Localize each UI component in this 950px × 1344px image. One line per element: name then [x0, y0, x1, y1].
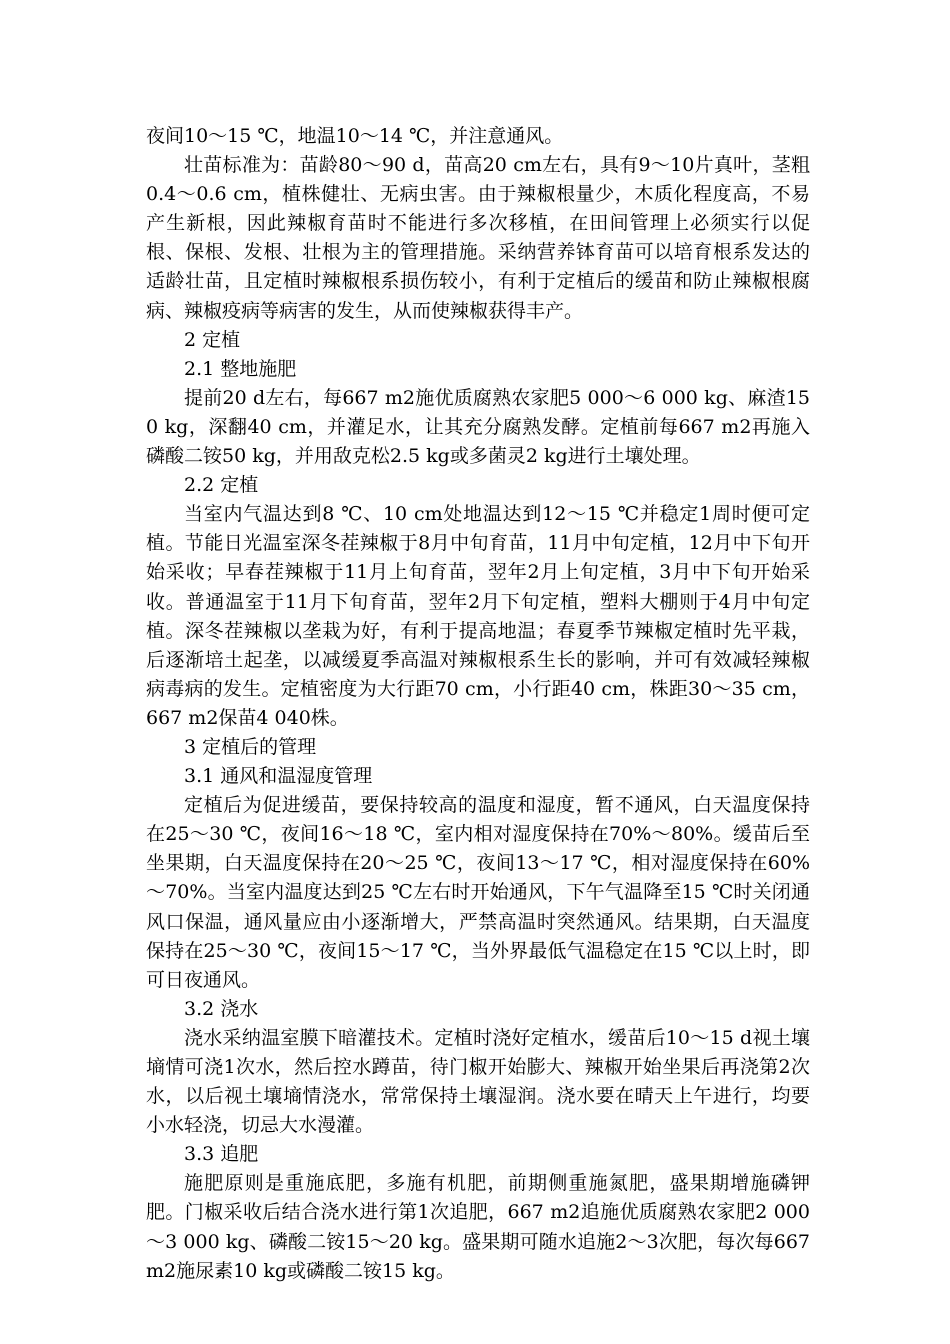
document-body — [146, 122, 810, 1286]
paragraph-continuation: 夜间10～15 ℃，地温10～14 ℃，并注意通风。 — [146, 125, 564, 147]
section-heading-2: 2 定植 — [184, 328, 241, 351]
paragraph-3-3: 施肥原则是重施底肥，多施有机肥，前期侧重施氮肥，盛果期增施磷钾肥。门椒采收后结合浇水进行第1次追肥，667 m2追施优质腐熟农家肥2 000～3 000 kg、磷酸二铵15～20 kg。盛果期可随水追施2～3次肥，每次每667 m2施尿素10 kg或磷酸二铵15 kg。 — [146, 1172, 810, 1282]
subsection-heading-3-1: 3.1 通风和温湿度管理 — [184, 765, 373, 788]
subsection-heading-2-1: 2.1 整地施肥 — [184, 357, 297, 380]
subsection-heading-3-3: 3.3 追肥 — [184, 1143, 259, 1166]
subsection-heading-3-2: 3.2 浇水 — [184, 997, 259, 1020]
paragraph-3-1: 定植后为促进缓苗，要保持较高的温度和湿度，暂不通风，白天温度保持在25～30 ℃，夜间16～18 ℃，室内相对湿度保持在70%～80%。缓苗后至坐果期，白天温度保持在20～25 ℃，夜间13～17 ℃，相对湿度保持在60%～70%。当室内温度达到25 ℃左右时开始通风，下午气温降至15 ℃时关闭通风口保温，通风量应由小逐渐增大，严禁高温时突然通风。结果期，白天温度保持在25～30 ℃，夜间15～17 ℃，当外界最低气温稳定在15 ℃以上时，即可日夜通风。 — [146, 794, 810, 991]
paragraph-seedling-standard: 壮苗标准为：苗龄80～90 d，苗高20 cm左右，具有9～10片真叶，茎粗0.4～0.6 cm，植株健壮、无病虫害。由于辣椒根量少，木质化程度高，不易产生新根，因此辣椒育苗时不能进行多次移植，在田间管理上必须实行以促根、保根、发根、壮根为主的管理措施。采纳营养钵育苗可以培育根系发达的适龄壮苗，且定植时辣椒根系损伤较小，有利于定植后的缓苗和防止辣椒根腐病、辣椒疫病等病害的发生，从而使辣椒获得丰产。 — [146, 154, 810, 322]
subsection-heading-2-2: 2.2 定植 — [184, 474, 259, 497]
section-heading-3: 3 定植后的管理 — [184, 735, 317, 758]
paragraph-3-2: 浇水采纳温室膜下暗灌技术。定植时浇好定植水，缓苗后10～15 d视土壤墒情可浇1次水，然后控水蹲苗，待门椒开始膨大、辣椒开始坐果后再浇第2次水，以后视土壤墒情浇水，常常保持土壤湿润。浇水要在晴天上午进行，均要小水轻浇，切忌大水漫灌。 — [146, 1026, 810, 1137]
paragraph-2-2: 当室内气温达到8 ℃、10 cm处地温达到12～15 ℃并稳定1周时便可定植。节能日光温室深冬茬辣椒于8月中旬育苗，11月中旬定植，12月中下旬开始采收；早春茬辣椒于11月上旬育苗，翌年2月上旬定植，3月中下旬开始采收。普通温室于11月下旬育苗，翌年2月下旬定植，塑料大棚则于4月中旬定植。深冬茬辣椒以垄栽为好，有利于提高地温；春夏季节辣椒定植时先平栽，后逐渐培土起垄，以减缓夏季高温对辣椒根系生长的影响，并可有效减轻辣椒病毒病的发生。定植密度为大行距70 cm，小行距40 cm，株距30～35 cm，667 m2保苗4 040株。 — [146, 503, 810, 729]
paragraph-2-1: 提前20 d左右，每667 m2施优质腐熟农家肥5 000～6 000 kg、麻渣150 kg，深翻40 cm，并灌足水，让其充分腐熟发酵。定植前每667 m2再施入磷酸二铵50 kg，并用敌克松2.5 kg或多菌灵2 kg进行土壤处理。 — [146, 386, 810, 468]
